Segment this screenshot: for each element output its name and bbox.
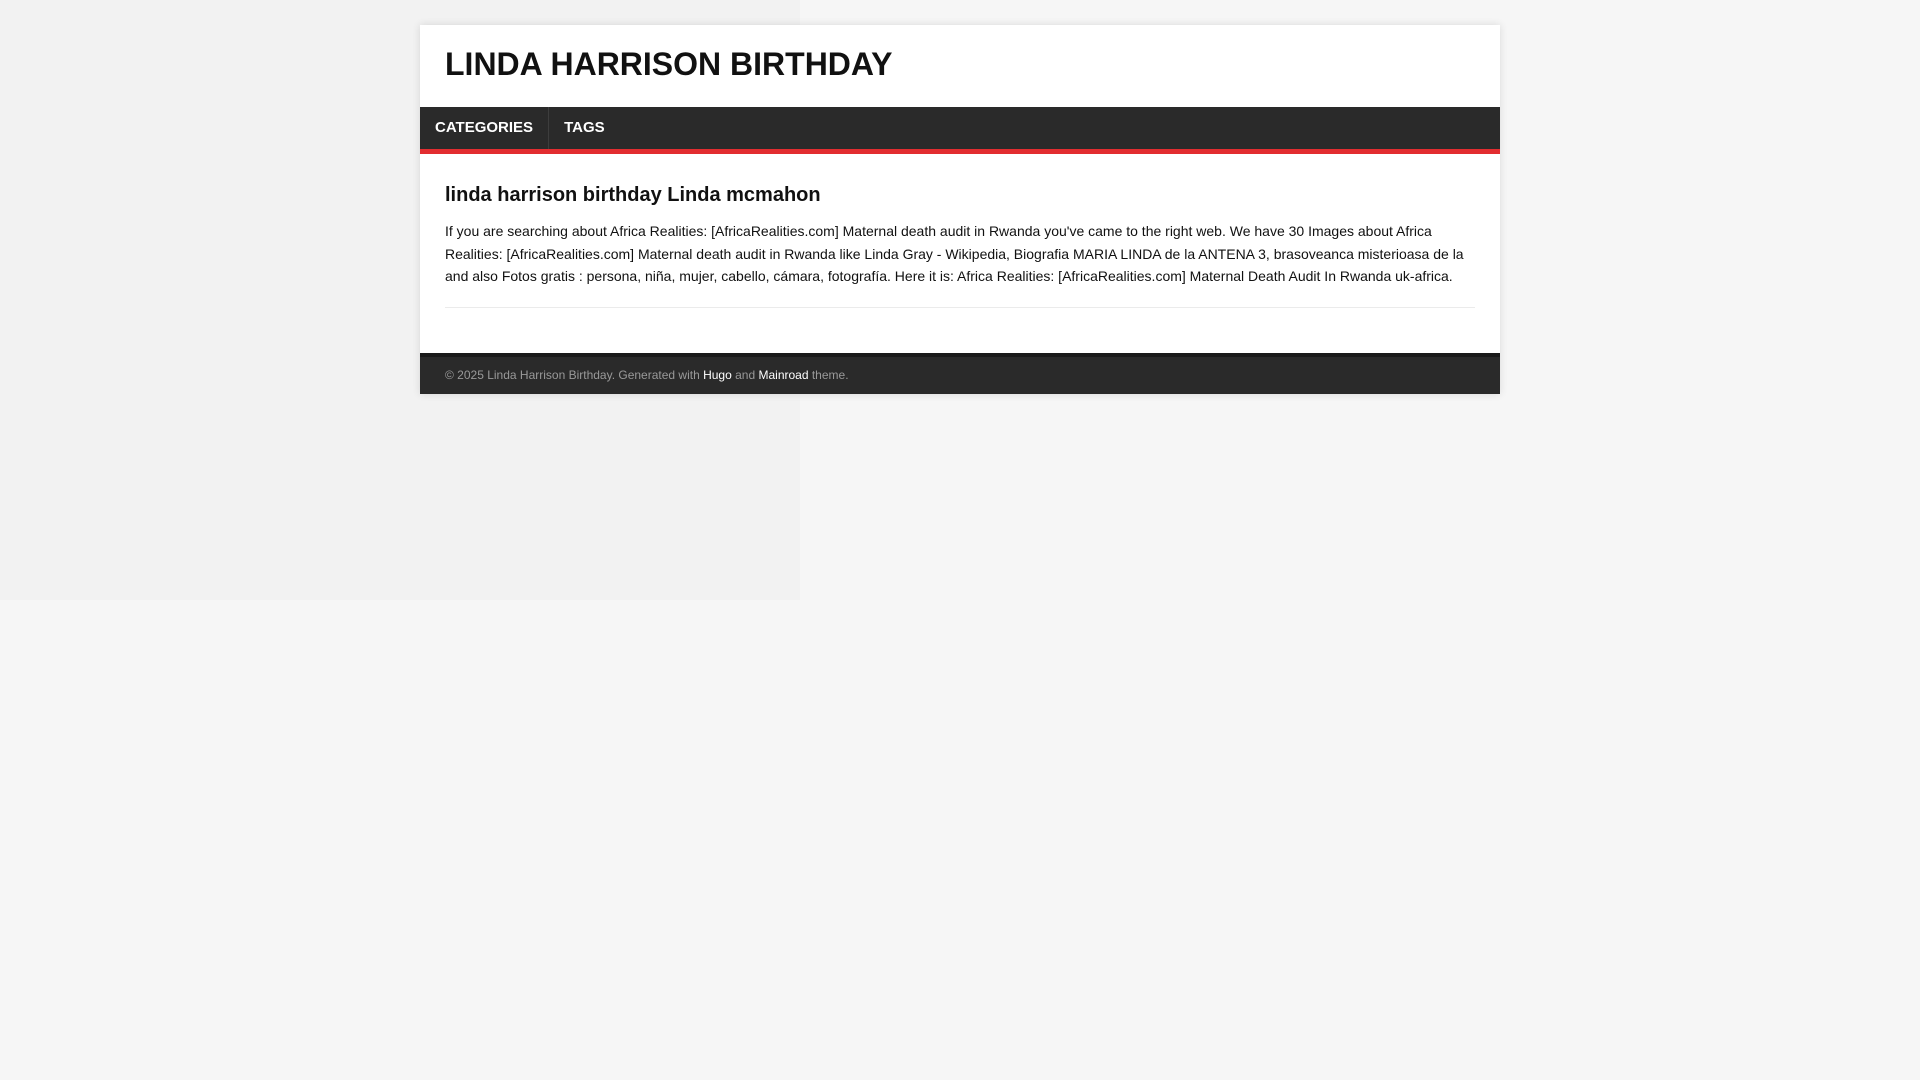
nav-item-categories[interactable]: CATEGORIES <box>420 107 549 149</box>
post-title[interactable]: linda harrison birthday Linda mcmahon <box>445 184 821 206</box>
footer-hugo-link[interactable]: Hugo <box>703 367 732 382</box>
post-summary: If you are searching about Africa Realities: [AfricaRealities.com] Maternal death audit in Rwanda you've came to the right web. We have 30 Images about Africa Realities: [AfricaRealities.com] Maternal death audit in Rwanda like Linda Gray - Wikipedia, Biografia MARIA LINDA de la ANTENA 3, brasoveanca misterioasa de la and also Fotos gratis : persona, niña, mujer, cabello, cámara, fotografía. Here it is: Africa Realities: [AfricaRealities.com] Maternal Death Audit In Rwanda uk-africa. <box>445 220 1475 308</box>
footer-theme-text: theme. <box>808 367 849 382</box>
footer-mainroad-link[interactable]: Mainroad <box>758 367 809 382</box>
post-article <box>445 182 1475 308</box>
main-content <box>420 154 1500 353</box>
site-title[interactable]: LINDA HARRISON BIRTHDAY <box>445 46 893 82</box>
main-nav <box>420 107 1500 154</box>
footer-and-text: and <box>731 367 759 382</box>
page-container <box>420 25 1500 394</box>
content-spacer <box>445 308 1475 353</box>
nav-item-tags[interactable]: TAGS <box>564 119 605 136</box>
site-footer <box>420 353 1500 394</box>
site-header <box>420 25 1500 107</box>
footer-copyright: © 2025 Linda Harrison Birthday. Generated with <box>445 367 704 382</box>
